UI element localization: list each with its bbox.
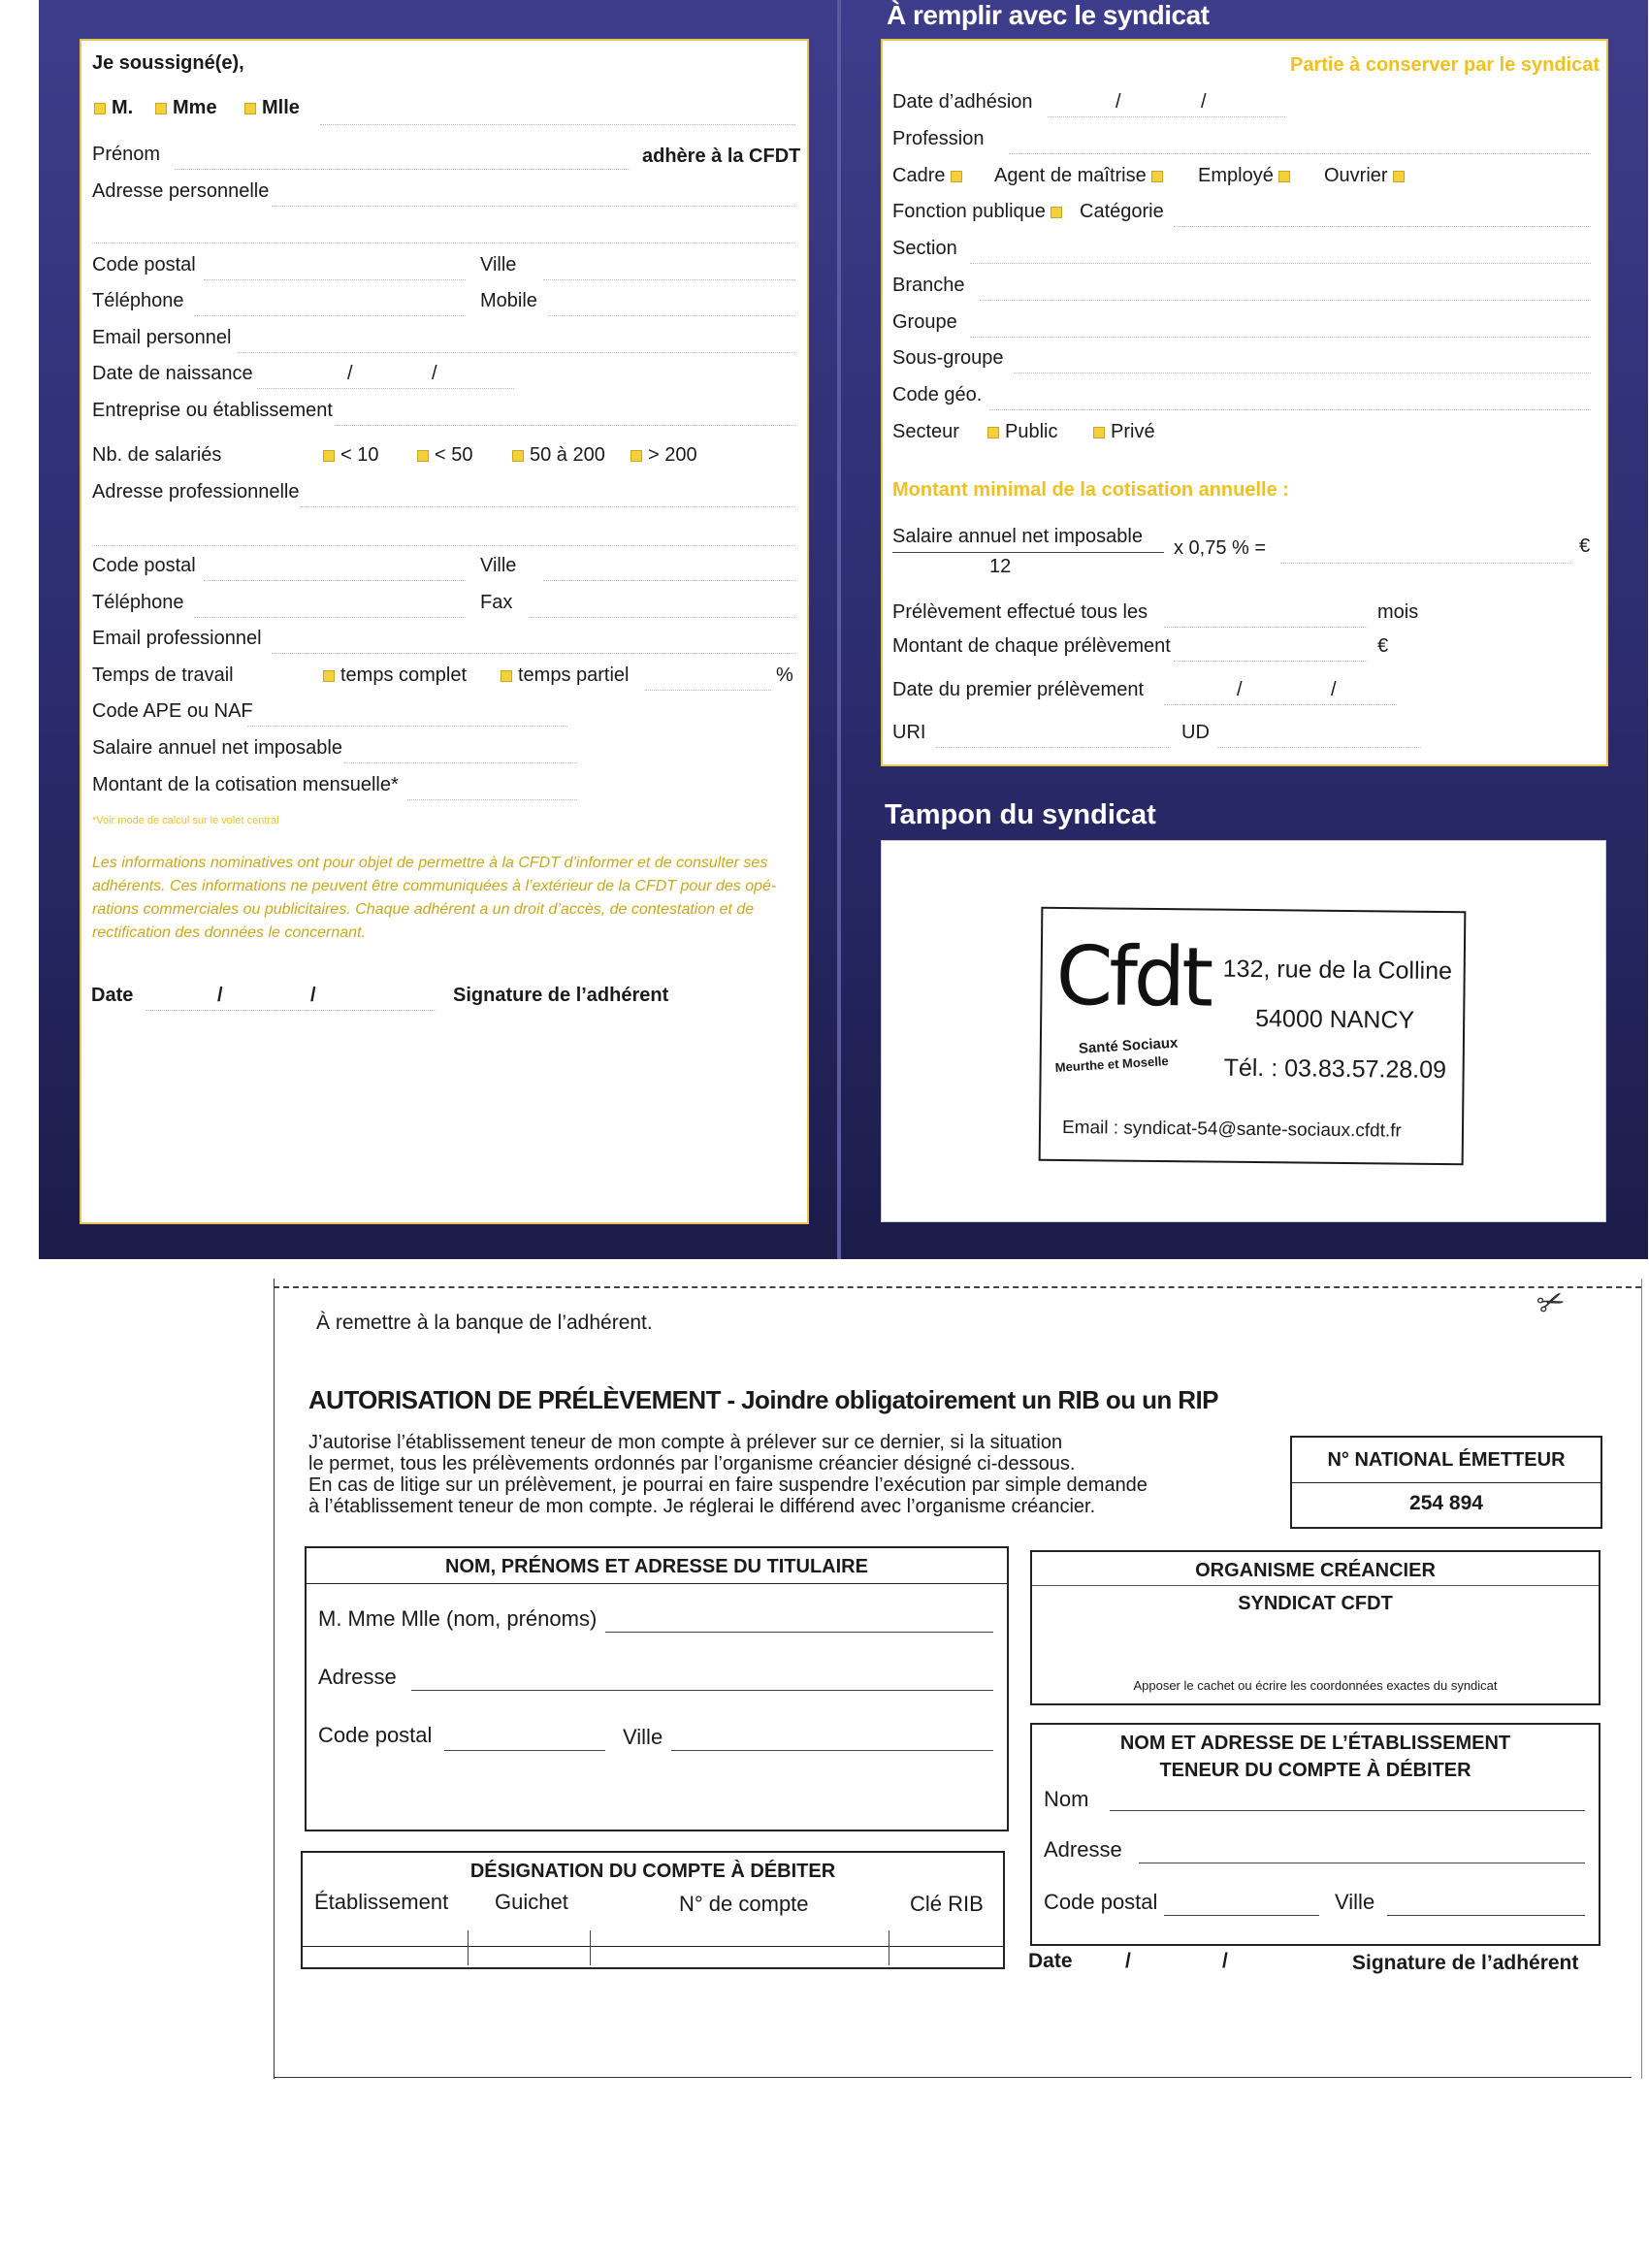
- divisor-12: 12: [989, 556, 1012, 577]
- civility-line: [320, 124, 795, 125]
- stamp-sub-2: Meurthe et Moselle: [1054, 1053, 1170, 1075]
- checkbox-icon: [244, 103, 256, 114]
- bank-date-slash-1: /: [1125, 1950, 1131, 1972]
- checkbox-icon: [1278, 171, 1290, 182]
- prive-option[interactable]: Privé: [1093, 421, 1155, 443]
- titulaire-adresse-field[interactable]: [411, 1690, 993, 1691]
- compte-header: DÉSIGNATION DU COMPTE À DÉBITER: [469, 1861, 836, 1882]
- titulaire-nom-label: M. Mme Mlle (nom, prénoms): [318, 1606, 598, 1631]
- date-premier-slash-2: /: [1331, 679, 1337, 700]
- num-compte-field[interactable]: [591, 1930, 889, 1965]
- cle-rib-label: Clé RIB: [910, 1892, 984, 1916]
- adresse-pro-field-2[interactable]: [92, 545, 795, 546]
- date-adhesion-label: Date d’adhésion: [892, 91, 1033, 113]
- salaire-label: Salaire annuel net imposable: [92, 737, 342, 759]
- branche-field[interactable]: [980, 300, 1591, 301]
- note-calcul: *Voir mode de calcul sur le volet central: [92, 815, 279, 826]
- bank-signature-label: Signature de l’adhérent: [1352, 1952, 1579, 1974]
- titulaire-ville-label: Ville: [623, 1725, 663, 1749]
- num-compte-label: N° de compte: [679, 1892, 809, 1916]
- checkbox-icon: [1051, 207, 1062, 218]
- para-line-1: J’autorise l’établissement teneur de mon compte à prélever sur ce dernier, si la situation: [308, 1432, 1063, 1453]
- entreprise-label: Entreprise ou établissement: [92, 400, 333, 421]
- stamp-address-2: 54000 NANCY: [1255, 1005, 1415, 1034]
- section-field[interactable]: [970, 263, 1591, 264]
- para-line-4: à l’établissement teneur de mon compte. Je réglerai le différend avec l’organisme créancier.: [308, 1496, 1096, 1517]
- salaries-option-200[interactable]: > 200: [630, 444, 697, 467]
- checkbox-icon: [987, 427, 999, 438]
- adresse-perso-field[interactable]: [272, 206, 795, 207]
- montant-minimal-title: Montant minimal de la cotisation annuelle :: [892, 479, 1289, 501]
- secteur-label: Secteur: [892, 421, 959, 442]
- nb-salaries-label: Nb. de salariés: [92, 444, 222, 466]
- temps-partiel-option[interactable]: temps partiel: [501, 664, 630, 687]
- emetteur-label: N° NATIONAL ÉMETTEUR: [1327, 1449, 1566, 1471]
- telephone-2-label: Téléphone: [92, 592, 184, 613]
- date-naissance-label: Date de naissance: [92, 363, 253, 384]
- partie-conserver: Partie à conserver par le syndicat: [1290, 54, 1600, 76]
- civility-m[interactable]: M.: [94, 97, 133, 119]
- etablissement-box: [1030, 1723, 1600, 1946]
- temps-complet-option[interactable]: temps complet: [323, 664, 467, 687]
- scissors-icon: ✂: [1532, 1280, 1571, 1325]
- montant-prelevement-label: Montant de chaque prélèvement: [892, 635, 1171, 657]
- groupe-label: Groupe: [892, 311, 957, 333]
- checkbox-icon: [501, 670, 512, 682]
- salaire-field[interactable]: [344, 762, 577, 763]
- adresse-pro-field[interactable]: [301, 506, 795, 507]
- date-adhesion-field[interactable]: [1048, 116, 1285, 117]
- checkbox-icon: [1093, 427, 1105, 438]
- slip-right-border: [1641, 1279, 1642, 2079]
- adresse-perso-label: Adresse personnelle: [92, 180, 270, 202]
- date-slash-1: /: [217, 985, 223, 1006]
- code-postal-field[interactable]: [204, 279, 466, 280]
- checkbox-icon: [323, 670, 335, 682]
- bank-date-field[interactable]: [1077, 1948, 1300, 1975]
- ville-field[interactable]: [543, 279, 795, 280]
- cadre-option[interactable]: Cadre: [892, 165, 968, 187]
- date-field[interactable]: [146, 1010, 436, 1011]
- agent-option[interactable]: Agent de maîtrise: [994, 165, 1169, 187]
- public-option[interactable]: Public: [987, 421, 1057, 443]
- categorie-field[interactable]: [1174, 226, 1591, 227]
- percent-label: %: [776, 664, 793, 686]
- stamp-telephone: Tél. : 03.83.57.28.09: [1223, 1053, 1447, 1085]
- fraction-bar: [892, 552, 1164, 553]
- date-label: Date: [91, 985, 134, 1006]
- section-label: Section: [892, 238, 957, 259]
- temps-partiel-field[interactable]: [645, 690, 771, 691]
- uri-label: URI: [892, 722, 926, 743]
- fold-line: [837, 0, 841, 1259]
- titulaire-code-postal-field[interactable]: [444, 1750, 605, 1751]
- etab-header-2: TENEUR DU COMPTE À DÉBITER: [1159, 1760, 1471, 1781]
- creancier-note: Apposer le cachet ou écrire les coordonnées exactes du syndicat: [1133, 1678, 1498, 1693]
- etablissement-label: Établissement: [314, 1890, 449, 1914]
- groupe-field[interactable]: [970, 337, 1591, 338]
- ud-field[interactable]: [1217, 747, 1421, 748]
- code-geo-label: Code géo.: [892, 384, 983, 405]
- euro-symbol-2: €: [1377, 635, 1389, 657]
- euro-symbol: €: [1579, 535, 1591, 557]
- titulaire-nom-field[interactable]: [605, 1632, 993, 1633]
- para-line-2: le permet, tous les prélèvements ordonnés par l’organisme créancier désigné ci-dessous.: [308, 1453, 1076, 1474]
- fax-field[interactable]: [529, 617, 795, 618]
- code-ape-field[interactable]: [247, 726, 567, 727]
- montant-mensuel-field[interactable]: [407, 799, 577, 800]
- prenom-label: Prénom: [92, 144, 161, 165]
- stamp-email: Email : syndicat-54@sante-sociaux.cfdt.fr: [1061, 1117, 1402, 1142]
- checkbox-icon: [323, 450, 335, 462]
- ville-2-field[interactable]: [543, 580, 795, 581]
- cle-rib-field[interactable]: [889, 1930, 1003, 1965]
- profession-label: Profession: [892, 128, 985, 149]
- salaries-option-10[interactable]: < 10: [323, 444, 378, 467]
- date-premier-slash-1: /: [1237, 679, 1243, 700]
- etab-code-postal-field[interactable]: [1164, 1915, 1319, 1916]
- salaire-right-label: Salaire annuel net imposable: [892, 526, 1143, 547]
- titulaire-ville-field[interactable]: [671, 1750, 993, 1751]
- date-adhesion-slash-2: /: [1201, 91, 1207, 113]
- emetteur-box: [1290, 1436, 1602, 1529]
- bank-date-slash-2: /: [1222, 1950, 1228, 1972]
- prelevement-frequence-field[interactable]: [1164, 627, 1368, 628]
- adhere-label: adhère à la CFDT: [642, 146, 801, 167]
- code-postal-2-field[interactable]: [204, 580, 466, 581]
- code-postal-2-label: Code postal: [92, 555, 196, 576]
- stamp-sub-1: Santé Sociaux: [1078, 1034, 1179, 1057]
- tampon-header: Tampon du syndicat: [885, 799, 1156, 830]
- titulaire-header: NOM, PRÉNOMS ET ADRESSE DU TITULAIRE: [445, 1556, 868, 1577]
- employe-option[interactable]: Employé: [1198, 165, 1296, 187]
- ud-label: UD: [1181, 722, 1210, 743]
- salaries-option-50-200[interactable]: 50 à 200: [512, 444, 605, 467]
- montant-mensuel-label: Montant de la cotisation mensuelle*: [92, 774, 399, 795]
- cotisation-result-field[interactable]: [1280, 563, 1571, 564]
- bank-date-label: Date: [1028, 1950, 1073, 1972]
- email-pro-field[interactable]: [272, 653, 795, 654]
- ville-2-label: Ville: [480, 555, 517, 576]
- categorie-label: Catégorie: [1080, 201, 1164, 222]
- checkbox-icon: [94, 103, 106, 114]
- etab-adresse-label: Adresse: [1044, 1837, 1122, 1862]
- titulaire-divider: [307, 1583, 1007, 1584]
- autorisation-title: AUTORISATION DE PRÉLÈVEMENT - Joindre obligatoirement un RIB ou un RIP: [308, 1385, 1218, 1414]
- slip-left-border: [274, 1279, 275, 2079]
- remettre-banque: À remettre à la banque de l’adhérent.: [316, 1312, 653, 1334]
- mois-label: mois: [1377, 601, 1419, 623]
- civility-mme[interactable]: Mme: [155, 97, 217, 119]
- titulaire-box: [305, 1546, 1009, 1831]
- etablissement-field[interactable]: [303, 1930, 468, 1965]
- montant-prelevement-field[interactable]: [1174, 661, 1368, 662]
- compte-box: [301, 1851, 1005, 1969]
- cut-line: [274, 1286, 1641, 1288]
- date-naissance-slash-2: /: [432, 363, 437, 384]
- email-pro-label: Email professionnel: [92, 628, 262, 649]
- creancier-divider: [1032, 1585, 1599, 1586]
- date-slash-2: /: [310, 985, 316, 1006]
- code-geo-field[interactable]: [989, 409, 1591, 410]
- salaries-option-50[interactable]: < 50: [417, 444, 472, 467]
- date-premier-label: Date du premier prélèvement: [892, 679, 1145, 700]
- etab-code-postal-label: Code postal: [1044, 1890, 1158, 1914]
- etab-nom-field[interactable]: [1110, 1810, 1585, 1811]
- creancier-header: ORGANISME CRÉANCIER: [1195, 1560, 1436, 1581]
- right-header: À remplir avec le syndicat: [887, 0, 1210, 30]
- fax-label: Fax: [480, 592, 513, 613]
- guichet-label: Guichet: [495, 1890, 568, 1914]
- etab-ville-label: Ville: [1335, 1890, 1375, 1914]
- email-perso-field[interactable]: [238, 352, 795, 353]
- code-ape-label: Code APE ou NAF: [92, 700, 253, 722]
- cfdt-logo: Cfdt: [1055, 927, 1211, 1025]
- fonction-publique-option[interactable]: Fonction publique: [892, 201, 1068, 223]
- guichet-field[interactable]: [469, 1930, 590, 1965]
- autorisation-paragraph: [308, 1432, 1288, 1517]
- sous-groupe-label: Sous-groupe: [892, 347, 1004, 369]
- prelevement-tous-label: Prélèvement effectué tous les: [892, 601, 1148, 623]
- emetteur-value: 254 894: [1409, 1492, 1483, 1514]
- checkbox-icon: [512, 450, 524, 462]
- date-naissance-slash-1: /: [347, 363, 353, 384]
- date-naissance-field[interactable]: [257, 388, 514, 389]
- mobile-label: Mobile: [480, 290, 537, 311]
- branche-label: Branche: [892, 275, 965, 296]
- code-postal-label: Code postal: [92, 254, 196, 275]
- ville-label: Ville: [480, 254, 517, 275]
- checkbox-icon: [630, 450, 642, 462]
- emetteur-divider: [1292, 1482, 1600, 1483]
- mobile-field[interactable]: [548, 315, 795, 316]
- para-line-3: En cas de litige sur un prélèvement, je pourrai en faire suspendre l’exécution par simple demande: [308, 1474, 1148, 1496]
- stamp-address-1: 132, rue de la Colline: [1222, 955, 1453, 986]
- profession-field[interactable]: [1009, 153, 1591, 154]
- titulaire-adresse-label: Adresse: [318, 1665, 397, 1689]
- uri-field[interactable]: [936, 747, 1169, 748]
- adresse-pro-label: Adresse professionnelle: [92, 481, 300, 502]
- entreprise-field[interactable]: [335, 425, 795, 426]
- checkbox-icon: [951, 171, 962, 182]
- checkbox-icon: [417, 450, 429, 462]
- creancier-box: [1030, 1550, 1600, 1705]
- prenom-field[interactable]: [175, 169, 630, 170]
- slip-bottom-border: [274, 2077, 1632, 2078]
- creancier-name: SYNDICAT CFDT: [1238, 1593, 1393, 1614]
- civility-mlle[interactable]: Mlle: [244, 97, 300, 119]
- je-soussigne-label: Je soussigné(e),: [92, 52, 244, 74]
- temps-travail-label: Temps de travail: [92, 664, 234, 686]
- ouvrier-option[interactable]: Ouvrier: [1324, 165, 1410, 187]
- cfdt-stamp: [1039, 907, 1467, 1166]
- date-adhesion-slash-1: /: [1116, 91, 1121, 113]
- checkbox-icon: [155, 103, 167, 114]
- checkbox-icon: [1393, 171, 1405, 182]
- checkbox-icon: [1151, 171, 1163, 182]
- titulaire-code-postal-label: Code postal: [318, 1723, 433, 1747]
- etab-nom-label: Nom: [1044, 1787, 1089, 1811]
- telephone-field[interactable]: [194, 315, 466, 316]
- etab-ville-field[interactable]: [1387, 1915, 1585, 1916]
- telephone-2-field[interactable]: [194, 617, 466, 618]
- privacy-notice: Les informations nominatives ont pour objet de permettre à la CFDT d’informer et de consulter ses adhérents. Ces informations ne peuvent être communiquées à l’extérieur de la CFDT pour des opé-rations commerciales ou publicitaires. Chaque adhérent a un droit d’accès, de contestation et de rectification des données le concernant.: [92, 855, 777, 941]
- date-premier-field[interactable]: [1164, 704, 1397, 705]
- formula-label: x 0,75 % =: [1174, 537, 1267, 559]
- telephone-label: Téléphone: [92, 290, 184, 311]
- signature-label: Signature de l’adhérent: [453, 985, 669, 1006]
- email-perso-label: Email personnel: [92, 327, 232, 348]
- etab-header-1: NOM ET ADRESSE DE L’ÉTABLISSEMENT: [1119, 1733, 1511, 1754]
